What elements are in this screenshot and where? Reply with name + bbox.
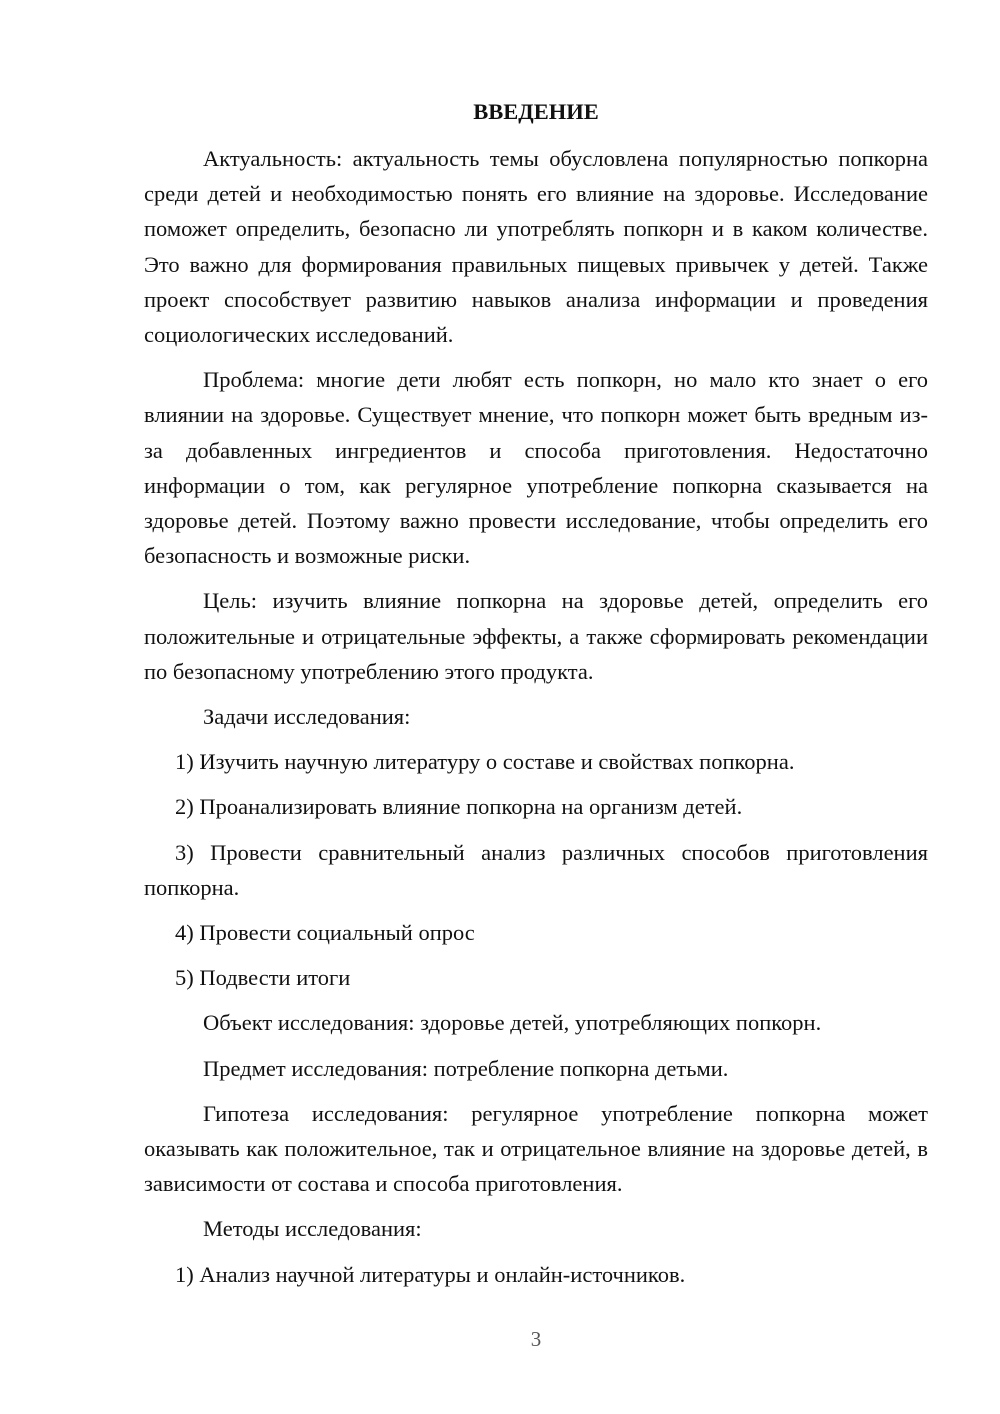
task-item-1: 1) Изучить научную литературу о составе и свойствах попкорна. bbox=[175, 749, 795, 775]
research-object: Объект исследования: здоровье детей, употребляющих попкорн. bbox=[203, 1010, 822, 1036]
method-item-1: 1) Анализ научной литературы и онлайн-источников. bbox=[175, 1261, 686, 1287]
page-content bbox=[144, 94, 928, 1292]
task-item-2: 2) Проанализировать влияние попкорна на организм детей. bbox=[175, 794, 743, 820]
methods-heading: Методы исследования: bbox=[203, 1216, 422, 1242]
goal-paragraph: Цель: изучить влияние попкорна на здоровье детей, определить его положительные и отрицательные эффекты, а также сформировать рекомендации по безопасному употреблению этого продукта. bbox=[144, 588, 928, 684]
tasks-heading: Задачи исследования: bbox=[203, 704, 411, 730]
research-subject: Предмет исследования: потребление попкорна детьми. bbox=[203, 1055, 729, 1081]
task-item-4: 4) Провести социальный опрос bbox=[175, 920, 475, 946]
page-number: 3 bbox=[530, 1327, 542, 1351]
task-item-3: 3) Провести сравнительный анализ различных способов приготовления попкорна. bbox=[144, 839, 928, 900]
research-hypothesis: Гипотеза исследования: регулярное употребление попкорна может оказывать как положительное, так и отрицательное влияние на здоровье детей, в зависимости от состава и способа приготовления. bbox=[144, 1100, 928, 1197]
task-item-5: 5) Подвести итоги bbox=[175, 965, 351, 991]
relevance-paragraph: Актуальность: актуальность темы обусловлена популярностью попкорна среди детей и необходимостью понять его влияние на здоровье. Исследование поможет определить, безопасно ли употреблять попкорн и в каком количестве. Это важно для формирования правильных пищевых привычек у детей. Также проект способствует развитию навыков анализа информации и проведения социологических исследований. bbox=[144, 146, 928, 348]
page-title: ВВЕДЕНИЕ bbox=[473, 99, 599, 124]
problem-paragraph: Проблема: многие дети любят есть попкорн, но мало кто знает о его влиянии на здоровье. Существует мнение, что попкорн может быть вредным из-за добавленных ингредиентов и способа приготовления. Недостаточно информации о том, как регулярное употребление попкорна сказывается на здоровье детей. Поэтому важно провести исследование, чтобы определить его безопасность и возможные риски. bbox=[144, 367, 928, 569]
